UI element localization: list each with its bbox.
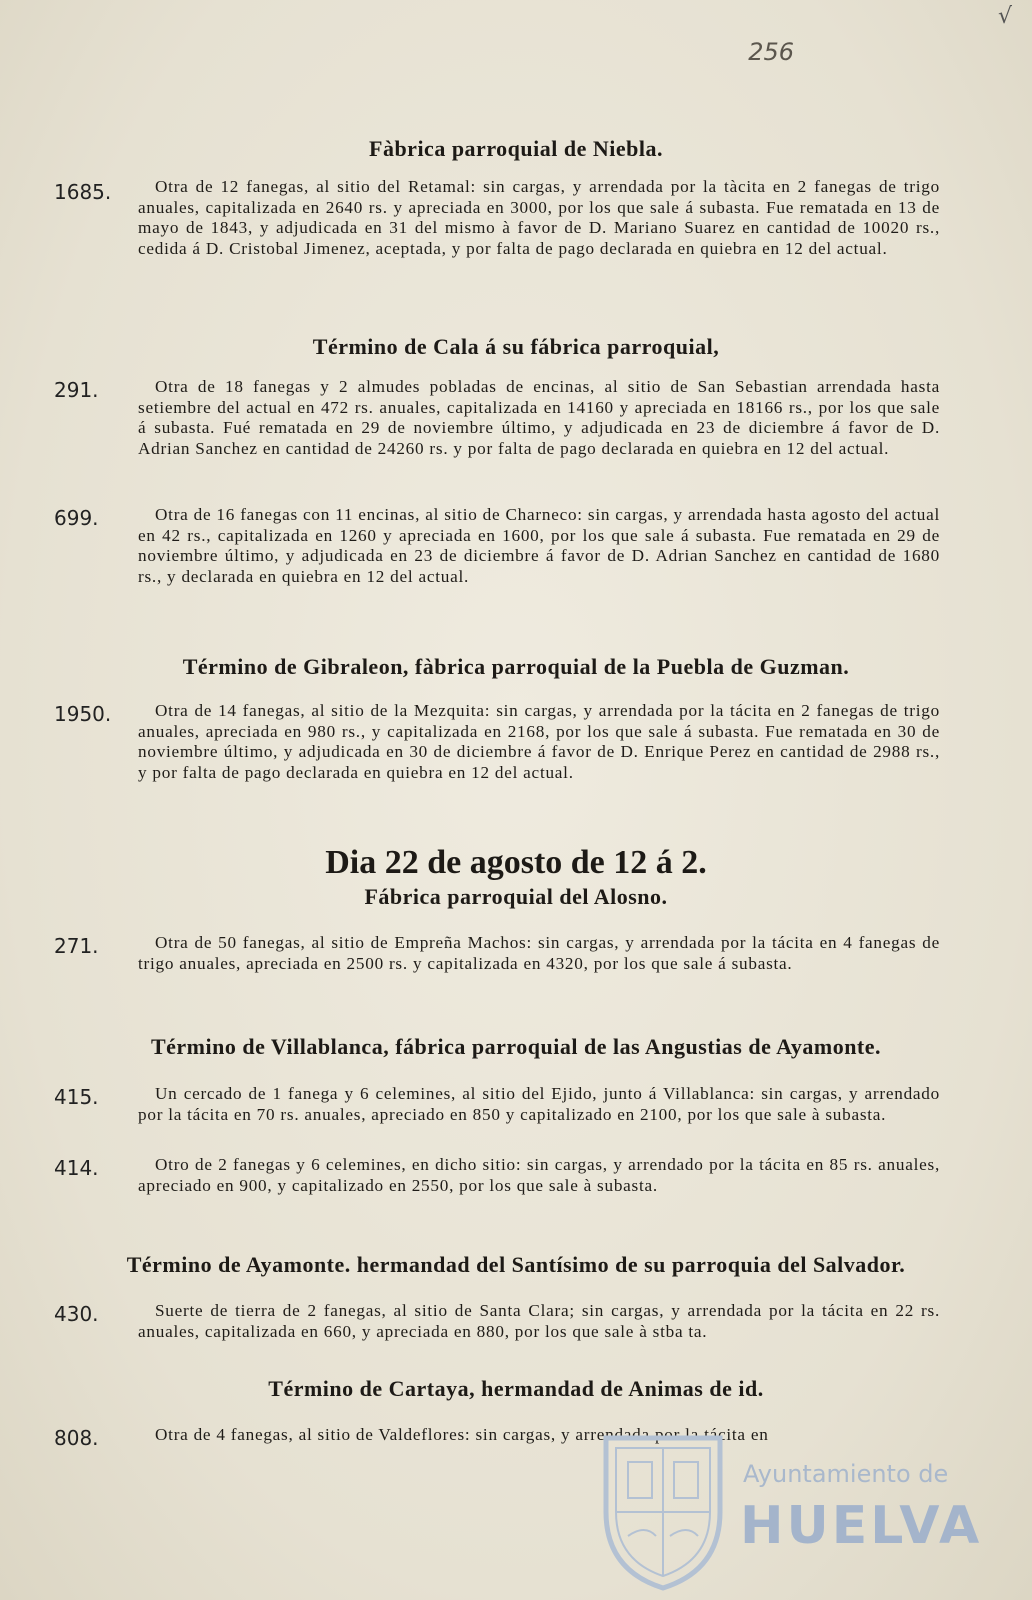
folio-number: 256 bbox=[748, 38, 794, 66]
entry-text: Otro de 2 fanegas y 6 celemines, en dicho sitio: sin cargas, y arrendado por la tácita en 85 rs. anuales, apreciado en 900, y capitalizado en 2550, por los que sale à subasta. bbox=[138, 1155, 940, 1195]
entry-number: 415. bbox=[54, 1085, 99, 1109]
section-heading-villablanca: Término de Villablanca, fábrica parroquial de las Angustias de Ayamonte. bbox=[150, 1034, 882, 1059]
watermark-line2: HUELVA bbox=[740, 1496, 983, 1556]
entry-number: 1685. bbox=[54, 180, 112, 204]
entry-number: 1950. bbox=[54, 702, 112, 726]
entry-text: Otra de 16 fanegas con 11 encinas, al sitio de Charneco: sin cargas, y arrendada hasta agosto del actual en 42 rs., capitalizada en 1260 y apreciada en 1600, por los que sale á subasta. Fue rematada en 29 de noviembre último, y adjudicada en 23 de diciembre á favor de D. Adrian Sanchez en cantidad de 1680 rs., y declarada en quiebra en 12 del actual. bbox=[138, 505, 940, 586]
entry-text: Un cercado de 1 fanega y 6 celemines, al sitio del Ejido, junto á Villablanca: sin cargas, y arrendado por la tácita en 70 rs. anuales, apreciado en 850 y capitalizado en 2100, por los que sale à subasta. bbox=[138, 1084, 940, 1124]
watermark bbox=[598, 1432, 983, 1588]
entry-text: Otra de 4 fanegas, al sitio de Valdeflores: sin cargas, y arrendada por la tácita en bbox=[155, 1425, 769, 1444]
section-heading-gibraleon: Término de Gibraleon, fàbrica parroquial de la Puebla de Guzman. bbox=[182, 654, 850, 679]
section-heading-cala: Término de Cala á su fábrica parroquial, bbox=[312, 334, 720, 359]
entry-text: Suerte de tierra de 2 fanegas, al sitio de Santa Clara; sin cargas, y arrendada por la tácita en 22 rs. anuales, capitalizada en 660, y apreciada en 880, por los que sale à stba ta. bbox=[138, 1301, 940, 1341]
corner-mark: √ bbox=[997, 4, 1012, 29]
entry-number: 271. bbox=[54, 934, 99, 958]
entry-number: 430. bbox=[54, 1302, 99, 1326]
entry-text: Otra de 14 fanegas, al sitio de la Mezquita: sin cargas, y arrendada por la tácita en 2 fanegas de trigo anuales, apreciada en 980 rs., y capitalizada en 2168, por los que sale á subasta. Fue rematada en 30 de noviembre último, y adjudicada en 30 de diciembre á favor de D. Enrique Perez en cantidad de 2988 rs., y por falta de pago declarada en quiebra en 12 del actual. bbox=[138, 701, 940, 782]
section-heading-alosno: Fábrica parroquial del Alosno. bbox=[364, 884, 668, 909]
entry-text: Otra de 50 fanegas, al sitio de Empreña Machos: sin cargas, y arrendada por la tácita en 4 fanegas de trigo anuales, apreciada en 2500 rs. y capitalizada en 4320, por los que sale á subasta. bbox=[138, 933, 940, 973]
entry-text: Otra de 12 fanegas, al sitio del Retamal: sin cargas, y arrendada por la tàcita en 2 fanegas de trigo anuales, capitalizada en 2640 rs. y apreciada en 3000, por los que sale á subasta. Fue rematada en 13 de mayo de 1843, y adjudicada en 31 del mismo à favor de D. Mariano Suarez en cantidad de 10020 rs., cedida á D. Cristobal Jimenez, aceptada, y por falta de pago declarada en quiebra en 12 del actual. bbox=[138, 177, 940, 258]
section-heading-niebla: Fàbrica parroquial de Niebla. bbox=[369, 136, 663, 161]
entry-number: 414. bbox=[54, 1156, 99, 1180]
day-heading: Dia 22 de agosto de 12 á 2. bbox=[325, 844, 707, 881]
entry-number: 699. bbox=[54, 506, 99, 530]
section-heading-ayamonte: Término de Ayamonte. hermandad del Santísimo de su parroquia del Salvador. bbox=[126, 1252, 906, 1277]
section-heading-cartaya: Término de Cartaya, hermandad de Animas de id. bbox=[268, 1376, 764, 1401]
coat-of-arms-icon bbox=[598, 1432, 728, 1592]
entry-number: 291. bbox=[54, 378, 99, 402]
entry-number: 808. bbox=[54, 1426, 99, 1450]
entry-text: Otra de 18 fanegas y 2 almudes pobladas de encinas, al sitio de San Sebastian arrendada hasta setiembre del actual en 472 rs. anuales, capitalizada en 14160 y apreciada en 18166 rs., por los que sale á subasta. Fué rematada en 29 de noviembre último, y adjudicada en 23 de diciembre á favor de D. Adrian Sanchez en cantidad de 24260 rs. y por falta de pago declarada en quiebra en 12 del actual. bbox=[138, 377, 940, 458]
watermark-line1: Ayuntamiento de bbox=[743, 1460, 949, 1488]
